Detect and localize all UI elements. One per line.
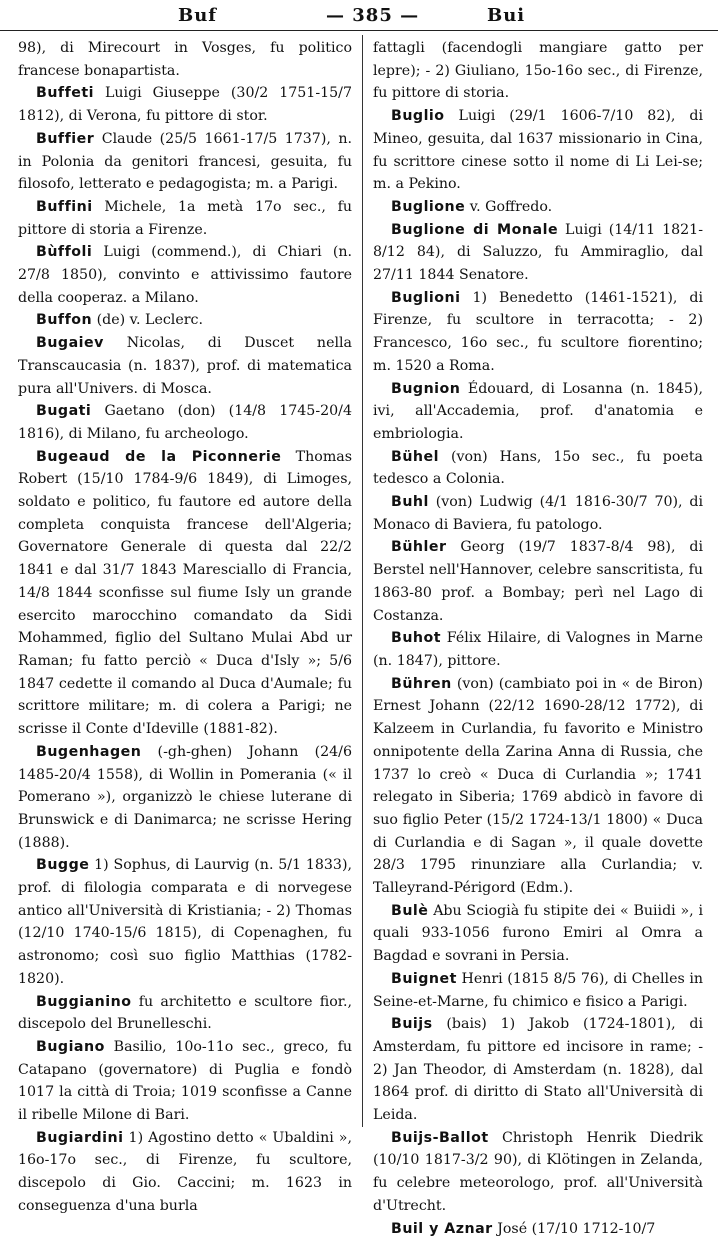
dictionary-entry [373, 968, 703, 1013]
entry-headword: Buglioni [391, 289, 461, 306]
entry-text: Luigi (commend.), di Chiari (n. 27/8 1850), convinto e attivissimo fautore della cooperaz. a Milano. [18, 244, 352, 306]
entry-text: Christoph Henrik Diedrik (10/10 1817-3/2 90), di Klötingen in Zelanda, fu celebre meteorologo, prof. all'Università d'Utrecht. [373, 1129, 703, 1214]
entry-headword: Buignet [391, 970, 457, 987]
dictionary-entry [373, 1127, 703, 1218]
entry-text: Claude (25/5 1661-17/5 1737), n. in Polonia da genitori francesi, gesuita, fu filosofo, letterato e pedagogista; m. a Parigi. [18, 130, 352, 193]
entry-text: (von) (cambiato poi in « de Biron) Ernest Johann (22/12 1690-28/12 1772), di Kalzeem in Curlandia, fu favorito e Ministro onnipotente della Zarina Anna di Russia, che 1737 lo creò « Duca di Curlandia »; 1741 relegato in Siberia; 1769 abdicò in favore di suo figlio Peter (15/2 1724-13/1 1800) « Duca di Curlandia e di Sagan », il quale dovette 28/3 1795 rinunziare alla Curlandia; v. Talleyrand-Périgord (Edm.). [373, 675, 703, 897]
entry-text: Luigi (29/1 1606-7/10 82), di Mineo, gesuita, dal 1637 missionario in Cina, fu scrittore cinese sotto il nome di Li Lei-se; m. a Pekino. [373, 108, 703, 193]
dictionary-entry [373, 491, 703, 536]
entry-headword: Buggianino [36, 993, 132, 1010]
entry-text: 98), di Mirecourt in Vosges, fu politico francese bonapartista. [18, 40, 352, 79]
dictionary-entry [18, 1127, 352, 1218]
entry-headword: Buijs [391, 1016, 433, 1033]
dictionary-entry [373, 446, 703, 491]
entry-headword: Bühren [391, 675, 452, 692]
dictionary-entry [18, 741, 352, 855]
entry-headword: Buffon [36, 312, 93, 329]
dictionary-entry [18, 400, 352, 445]
left-column [18, 37, 352, 1218]
entry-headword: Bugenhagen [36, 743, 142, 760]
entry-headword: Buil y Aznar [391, 1220, 493, 1237]
entry-headword: Bulè [391, 902, 429, 919]
right-column [373, 37, 703, 1240]
dictionary-entry [373, 378, 703, 446]
entry-text: (bais) 1) Jakob (1724-1801), di Amsterdam, fu pittore ed incisore in rame; - 2) Jan Theodor, di Amsterdam (n. 1828), dal 1864 prof. di diritto di Stato all'Università di Leida. [373, 1016, 704, 1124]
entry-text: Basilio, 10o-11o sec., greco, fu Catapano (governatore) di Puglia e fondò 1017 la città di Troia; 1019 sconfisse a Canne il ribelle Milone di Bari. [18, 1038, 352, 1124]
entry-headword: Buffier [36, 130, 95, 147]
entry-headword: Bugiardini [36, 1129, 124, 1146]
entry-text: Michele, 1a metà 17o sec., fu pittore di storia a Firenze. [18, 198, 352, 238]
entry-headword: Buhot [391, 630, 442, 647]
entry-headword: Bugaiev [36, 335, 104, 352]
dictionary-entry [373, 536, 703, 627]
entry-text: 1) Agostino detto « Ubaldini », 16o-17o sec., di Firenze, fu scultore, discepolo di Gio. Caccini; m. 1623 in conseguenza d'una burla [18, 1129, 352, 1214]
column-separator [362, 35, 363, 1127]
header-right-guideword: Bui [487, 5, 526, 26]
entry-headword: Buffini [36, 198, 93, 215]
dictionary-entry [373, 105, 703, 196]
entry-headword: Buglio [391, 108, 445, 125]
dictionary-entry [18, 991, 352, 1036]
dictionary-entry [18, 446, 352, 741]
entry-text: Abu Sciogià fu stipite dei « Buiidi », i quali 933-1056 furono Emiri al Omra a Bagdad e sovrani in Persia. [373, 902, 703, 965]
entry-text: Nicolas, di Duscet nella Transcaucasia (n. 1837), prof. di matematica pura all'Univers. di Mosca. [18, 335, 352, 397]
header-left-guideword: Buf [178, 5, 218, 26]
entry-headword: Bugge [36, 857, 90, 874]
entry-text: (von) Hans, 15o sec., fu poeta tedesco a Colonia. [373, 448, 703, 488]
dictionary-entry [373, 287, 703, 378]
dictionary-entry [373, 196, 703, 219]
entry-text: 1) Benedetto (1461-1521), di Firenze, fu scultore in terracotta; - 2) Francesco, 16o sec., fu scultore fiorentino; m. 1520 a Roma. [373, 289, 703, 374]
entry-text: Gaetano (don) (14/8 1745-20/4 1816), di Milano, fu archeologo. [18, 403, 352, 442]
entry-text: fu architetto e scultore fior., discepolo del Brunelleschi. [18, 993, 353, 1033]
dictionary-entry [373, 1013, 703, 1127]
dictionary-entry [373, 900, 703, 968]
entry-text: Luigi (14/11 1821-8/12 84), di Saluzzo, fu Ammiraglio, dal 27/11 1844 Senatore. [373, 221, 703, 284]
dictionary-entry [18, 241, 352, 309]
dictionary-entry [373, 1218, 703, 1240]
entry-headword: Buglione [391, 198, 466, 215]
entry-text: (-gh-ghen) Johann (24/6 1485-20/4 1558), di Wollin in Pomerania (« il Pomerano »), organizzò le chiese luterane di Brunswick e di Danimarca; ne scrisse Hering (1888). [18, 743, 352, 851]
entry-text: Henri (1815 8/5 76), di Chelles in Seine-et-Marne, fu chimico e fisico a Parigi. [373, 970, 703, 1010]
entry-headword: Buffeti [36, 85, 95, 102]
dictionary-entry [18, 196, 352, 241]
entry-text: Édouard, di Losanna (n. 1845), ivi, all'Accademia, prof. d'anatomia e embriologia. [373, 380, 703, 442]
entry-text: José (17/10 1712-10/7 [497, 1220, 656, 1237]
dictionary-entry [18, 854, 352, 990]
dictionary-entry [18, 1036, 352, 1127]
entry-headword: Buhl [391, 494, 429, 511]
dictionary-entry [373, 627, 703, 672]
entry-headword: Bühler [391, 539, 447, 556]
dictionary-entry [373, 673, 703, 900]
dictionary-entry [373, 219, 703, 287]
dictionary-entry [18, 82, 352, 127]
entry-headword: Bugeaud de la Piconnerie [36, 448, 282, 465]
entry-headword: Bugnion [391, 380, 461, 397]
dictionary-entry [18, 128, 352, 196]
entry-text: (von) Ludwig (4/1 1816-30/7 70), di Monaco di Baviera, fu patologo. [373, 494, 704, 533]
entry-headword: Buglione di Monale [391, 221, 559, 238]
dictionary-entry [373, 37, 703, 105]
page-header [0, 0, 718, 31]
dictionary-entry [18, 37, 352, 82]
entry-text: (de) v. Leclerc. [96, 312, 203, 329]
entry-text: Georg (19/7 1837-8/4 98), di Berstel nell'Hannover, celebre sanscritista, fu 1863-80 prof. a Bombay; perì nel Lago di Costanza. [373, 539, 703, 624]
page-number: — 385 — [326, 5, 420, 26]
entry-text: Félix Hilaire, di Valognes in Marne (n. 1847), pittore. [373, 630, 703, 669]
entry-headword: Bugati [36, 403, 92, 420]
entry-headword: Buijs-Ballot [391, 1129, 489, 1146]
entry-text: 1) Sophus, di Laurvig (n. 5/1 1833), prof. di filologia comparata e di norvegese antico all'Università di Kristiania; - 2) Thomas (12/10 1740-15/6 1815), di Copenaghen, fu astronomo; così suo figlio Matthias (1782-1820). [18, 857, 352, 987]
dictionary-entry [18, 309, 352, 332]
entry-headword: Bugiano [36, 1038, 105, 1055]
entry-text: Thomas Robert (15/10 1784-9/6 1849), di Limoges, soldato e politico, fu fautore ed autore della completa conquista francese dell'Algeria; Governatore Generale di questa dal 22/2 1841 e dal 31/7 1843 Maresciallo di Francia, 14/8 1844 sconfisse sul fiume Isly un grande esercito marocchino comandato da Sidi Mohammed, figlio del Sultano Mulai Abd ur Raman; fu fatto perciò « Duca d'Isly »; 5/6 1847 cedette il comando al Duca d'Aumale; fu scrittore militare; m. di colera a Parigi; ne scrisse il Conte d'Ideville (1881-82). [18, 448, 353, 738]
entry-text: Luigi Giuseppe (30/2 1751-15/7 1812), di Verona, fu pittore di stor. [18, 85, 352, 125]
entry-headword: Bühel [391, 448, 439, 465]
entry-text: v. Goffredo. [469, 198, 553, 215]
entry-headword: Bùffoli [36, 244, 93, 261]
dictionary-entry [18, 332, 352, 400]
entry-text: fattagli (facendogli mangiare gatto per lepre); - 2) Giuliano, 15o-16o sec., di Firenze, fu pittore di storia. [373, 40, 703, 102]
